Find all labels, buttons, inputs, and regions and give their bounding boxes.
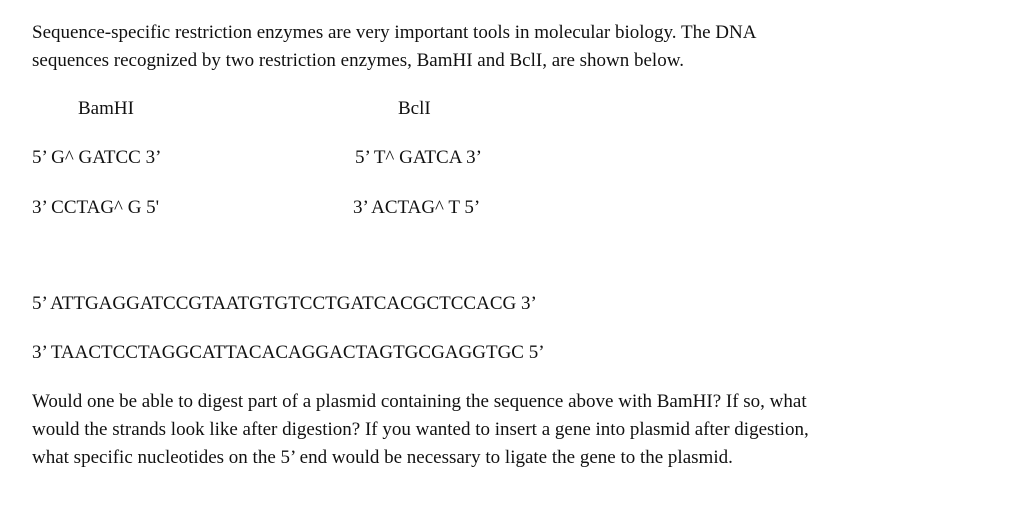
sequence-top-strand: 5’ ATTGAGGATCCGTAATGTGTCCTGATCACGCTCCACG 3’ <box>32 293 537 314</box>
bcli-bottom-strand: 3’ ACTAG^ T 5’ <box>353 197 481 218</box>
intro-paragraph: Sequence-specific restriction enzymes are very important tools in molecular biology. The DNA sequences recognized by two restriction enzymes, BamHI and BclI, are shown below. <box>32 22 756 71</box>
bamhi-heading: BamHI <box>78 98 134 119</box>
sequence-bottom-strand: 3’ TAACTCCTAGGCATTACACAGGACTAGTGCGAGGTGC 5’ <box>32 342 545 363</box>
bamhi-bottom-strand: 3’ CCTAG^ G 5' <box>32 197 160 218</box>
bcli-heading: BclI <box>398 98 431 119</box>
question-paragraph: Would one be able to digest part of a plasmid containing the sequence above with BamHI? If so, what would the strands look like after digestion? If you wanted to insert a gene into plasmid after digestion, what specific nucleotides on the 5’ end would be necessary to ligate the gene to the plasmid. <box>32 391 809 468</box>
bcli-top-strand: 5’ T^ GATCA 3’ <box>355 147 482 168</box>
bamhi-top-strand: 5’ G^ GATCC 3’ <box>32 147 162 168</box>
